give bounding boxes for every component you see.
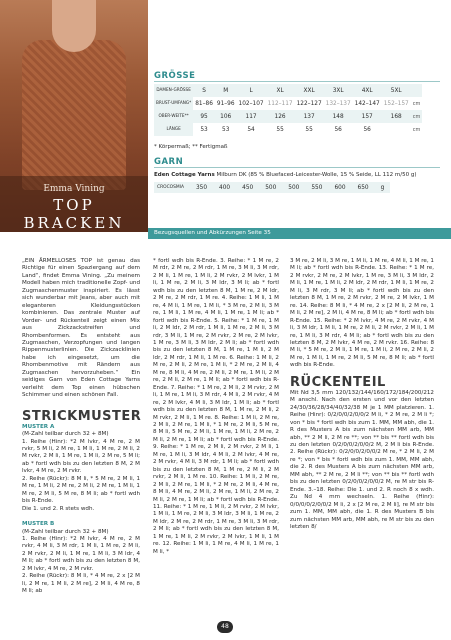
yarn-brand: Eden Cottage Yarns (154, 172, 215, 178)
size-note: * Körpermaß; ** Fertigmaß (154, 144, 228, 150)
reference-band: Bezugsquellen und Abkürzungen Seite 35 (148, 228, 451, 239)
size-cell: 5XL (382, 84, 411, 97)
len-cell: 55 (276, 126, 284, 133)
yarn-description (154, 172, 416, 178)
muster-b-row2: 2. Reihe (Rückr): 8 M li, * 4 M re, 2 x [2 M li, 2 M re, 1 M li, 2 M re], 2 M li, 4 M re, 8 M li; ab (22, 573, 140, 595)
col2-text: * fortl wdh bis R-Ende. 3. Reihe: * 1 M re, 2 M rdr, 2 M re, 2 M rdr, 1 M re, 3 M li, 3 M rdr, 2 M li, 1 M re, 1 M li, 2 M rvkr, 2 M lvkr, 1 M li, 1 M re, 2 M li, 3 M ldr, 3 M li; ab * fortl wdh bis zu den letzten 8 M, 1 M re, 2 M ldr, 2 M re, 2 M rdr, 1 M re. 4. Reihe: 1 M li, 1 M re, 4 M li, 1 M re, 1 M li, * 3 M re, 2 M li, 3 M re, 1 M li, 1 M re, 4 M li, 1 M re, 1 M li; ab * fortl wdh bis R-Ende. 5. Reihe: * 1 M re, 1 M li, 2 M ldr, 2 M rdr, 1 M li, 1 M re, 2 M li, 3 M rdr, 3 M li, 1 M re, 2 M rvkr, 2 M re, 2 M lvkr, 1 M re, 3 M li, 3 M ldr, 2 M li; ab * fortl wdh bis zu den letzten 8 M, 1 M re, 1 M li, 2 M ldr, 2 M rdr, 1 M li, 1 M re. 6. Reihe: 1 M li, 2 M re, 2 M li, 2 M re, 1 M li, * 2 M re, 2 M li, 4 M re, 8 M li, 4 M re, 2 M li, 2 M re, 1 M li, 2 M re, 2 M li, 2 M re, 1 M li; ab * fortl wdh bis R-Ende. 7. Reihe: * 1 M re, 2 M li, 2 M rvkr, 2 M li, 1 M re, 1 M li, 3 M rdr, 4 M li, 2 M rvkr, 4 M re, 2 M lvkr, 4 M li, 3 M ldr, 1 M li; ab * fortl wdh bis zu den letzten 8 M, 1 M re, 2 M li, 2 M rvkr, 2 M li, 1 M re. 8. Reihe: 1 M li, 2 M re, 2 M li, 2 M re, 1 M li, * 1 M re, 2 M li, 5 M re, 8 M li, 5 M re, 2 M li, 1 M re, 1 M li, 2 M re, 2 M li, 2 M re, 1 M li; ab * fortl wdh bis R-Ende. 9. Reihe: * 1 M re, 2 M li, 2 M rvkr, 2 M li, 1 M re, 1 M li, 3 M ldr, 4 M li, 2 M lvkr, 4 M re, 2 M rvkr, 4 M li, 3 M rdr, 1 M li; ab * fortl wdh bis zu den letzten 8 M, 1 M re, 2 M li, 2 M rvkr, 2 M li, 1 M re. 10. Reihe: 1 M li, 2 M re, 2 M li, 2 M re, 1 M li, * 2 M re, 2 M li, 4 M re, 8 M li, 4 M re, 2 M li, 2 M re, 1 M li, 2 M re, 2 M li, 2 M re, 1 M li; ab * fortl wdh bis R-Ende. 11. Reihe: * 1 M re, 1 M li, 2 M rvkr, 2 M lvkr, 1 M li, 1 M re, 2 M li, 3 M ldr, 3 M li, 1 M re, 2 M ldr, 2 M re, 2 M rdr, 1 M re, 3 M li, 3 M rdr, 2 M li; ab * fortl wdh bis zu den letzten 8 M, 1 M re, 1 M li, 2 M rvkr, 2 M lvkr, 1 M li, 1 M re. 12. Reihe: 1 M li, 1 M re, 4 M li, 1 M re, 1 M li, * (153, 258, 279, 555)
yarn-color-label: CROCOSMIA (154, 182, 190, 193)
yarn-divider (154, 167, 440, 168)
rueckenteil-heading: RÜCKENTEIL (290, 374, 386, 390)
knitted-top-image (22, 40, 126, 190)
bust-cell: 142–147 (354, 100, 380, 107)
size-row-bust (154, 97, 422, 110)
len-cell: 54 (247, 126, 255, 133)
muster-a-title: MUSTER A (22, 423, 55, 430)
col3-text: 3 M re, 2 M li, 3 M re, 1 M li, 1 M re, 4 M li, 1 M re, 1 M li; ab * fortl wdh bis R-Ende. 13. Reihe: * 1 M re, 2 M rvkr, 2 M re, 2 M lvkr, 1 M re, 3 M li, 3 M ldr, 2 M li, 1 M re, 1 M li, 2 M ldr, 2 M rdr, 1 M li, 1 M re, 2 M li, 3 M rdr, 3 M li; ab * fortl wdh bis zu den letzten 8 M, 1 M re, 2 M rvkr, 2 M re, 2 M lvkr, 1 M re. 14. Reihe: 8 M li, * 4 M re, 2 x [2 M li, 2 M re, 1 M li, 2 M re], 2 M li, 4 M re, 8 M li; ab * fortl wdh bis R-Ende. 15. Reihe: * 2 M lvkr, 4 M re, 2 M rvkr, 4 M li, 3 M ldr, 1 M li, 1 M re, 2 M li, 2 M rvkr, 2 M li, 1 M re, 1 M li, 3 M rdr, 4 M li; ab * fortl wdh bis zu den letzten 8 M, 2 M lvkr, 4 M re, 2 M rvkr. 16. Reihe: 8 M li, * 5 M re, 2 M li, 1 M re, 1 M li, 2 M re, 2 M li, 2 M re, 1 M li, 1 M re, 2 M li, 5 M re, 8 M li; ab * fortl wdh bis R-Ende. (290, 258, 434, 369)
muster-a-row3: Die 1. und 2. R stets wdh. (22, 505, 95, 512)
size-row-header (154, 84, 422, 97)
bust-cell: 112–117 (267, 100, 293, 107)
muster-a-sub: (M-Zahl teilbar durch 32 + 8M) (22, 431, 109, 438)
len-cell: 53 (222, 126, 230, 133)
len-unit: cm (412, 126, 421, 133)
intro-text: „EIN ÄRMELLOSES TOP ist genau das Richtige für einen Spaziergang auf dem Land“, findet Emma Vining. „Zu meinem Modell haben mich traditionelle Zopf- und Zugmaschenmuster inspiriert. Es lässt sich wunderbar mit Jeans, aber auch mit eleganteren Kleidungsstücken kombinieren. Das zentrale Muster auf Vorder- und Rückenteil zeigt einen Mix aus Zickzackstreifen und Rhombenformen. Es entsteht aus Zugmaschen, Verzopfungen und langen Rippenmusterlinien. Die Zickzacklinien habe ich eingesetzt, um die Rhombenmotive mit Rändern aus Zugmaschen hervorzuheben.“ Ein seidiges Garn von Eden Cottage Yarns verleiht dem Top einen hübschen Schimmer und einen schönen Fall. (22, 258, 140, 399)
len-cell: 56 (334, 126, 342, 133)
hero-photo (0, 0, 148, 232)
ow-cell: 148 (324, 110, 353, 123)
designer-name: Emma Vining (43, 184, 105, 194)
ow-cell: 106 (215, 110, 237, 123)
ow-cell: 137 (295, 110, 324, 123)
len-cell: 55 (305, 126, 313, 133)
page-number: 48 (217, 621, 233, 633)
ow-unit: cm (411, 110, 423, 123)
ow-cell: 95 (193, 110, 215, 123)
size-label-brust: BRUST-UMFANG* (154, 97, 193, 110)
ow-cell: 117 (237, 110, 266, 123)
size-label-laenge: LÄNGE (154, 123, 193, 136)
muster-b-row1: 1. Reihe (Hinr): *2 M lvkr, 4 M re, 2 M rvkr, 4 M li, 3 M rdr, 1 M li, 1 M re, 2 M li, 2 M rvkr, 2 M li, 1 M re, 1 M li, 3 M ldr, 4 M li; ab * fortl wdh bis zu den letzten 8 M, 2 M lvkr, 4 M re, 2 M rvkr. (22, 535, 140, 572)
muster-b-sub: (M-Zahl teilbar durch 32 + 8M) (22, 528, 109, 535)
size-cell: 3XL (324, 84, 353, 97)
muster-b-title: MUSTER B (22, 521, 55, 528)
yarn-cell: 400 (213, 182, 236, 193)
yarn-cell: 550 (305, 182, 328, 193)
yarn-cell: 600 (328, 182, 351, 193)
size-heading: GRÖSSE (154, 71, 196, 81)
size-cell: S (193, 84, 215, 97)
len-cell: 53 (200, 126, 208, 133)
yarn-heading: GARN (154, 157, 184, 167)
len-cell (382, 123, 411, 136)
ow-cell: 168 (382, 110, 411, 123)
bust-cell: 132–137 (325, 100, 351, 107)
yarn-cell: 450 (236, 182, 259, 193)
size-cell: M (215, 84, 237, 97)
yarn-table (154, 182, 390, 193)
size-cell: 4XL (353, 84, 382, 97)
yarn-unit: g (375, 182, 391, 193)
strickmuster-heading: STRICKMUSTER (22, 408, 142, 424)
column-1 (22, 258, 140, 596)
size-cell: L (237, 84, 266, 97)
yarn-cell: 650 (352, 182, 375, 193)
yarn-cell: 500 (259, 182, 282, 193)
size-row-laenge (154, 123, 422, 136)
size-unit (411, 84, 423, 97)
bust-cell: 152–157 (383, 100, 409, 107)
bust-cell: 91–96 (216, 100, 235, 107)
bust-cell: 122–127 (296, 100, 322, 107)
yarn-row (154, 182, 390, 193)
col3-text2: Mit Nd 3,5 mm 120/132/144/160/172/184/200/212 M anschl. Nach den ersten und vor den letzten 24/30/36/28/34/40/32/38 M je 1 MM platzieren. 1. Reihe (Hinr): 0/2/0/0/2/0/0/2 M li, * 2 M re, 2 M li *; von * bis * fortl wdh bis zum 1. MM, MM abh, die 1. R des Musters A bis zum nächsten MM arb, MM abh, ** 2 M li, 2 M re **; von ** bis ** fortl wdh bis zu den letzten 0/2/0/0/2/0/0/2 M, 2 M li bis R-Ende. 2. Reihe (Rückr): 0/2/0/0/2/0/0/2 M re, * 2 M li, 2 M re *; von * bis * fortl wdh bis zum 1. MM, MM abh, die 2. R des Musters A bis zum nächsten MM arb, MM abh, ** 2 M re, 2 M li **; von ** bis ** fortl wdh bis zu den letzten 0/2/0/0/2/0/0/2 M, re M str bis R-Ende. 3.–18. Reihe: Die 1. und 2. R noch 8 x wdh. Zu Nd 4 mm wechseln. 1. Reihe (Hinr): 0/0/0/0/2/0/0/2 M li, 2 x [2 M re, 2 M li], re M str bis zum 1. MM, MM abh, die 1. R des Musters B bis zum nächsten MM arb, MM abh, re M str bis zu den letzten 8/ (290, 389, 434, 530)
bust-cell: 102–107 (238, 100, 264, 107)
size-label-oberweite: OBER-WEITE** (154, 110, 193, 123)
bust-cell: 81–86 (195, 100, 213, 107)
size-divider (154, 81, 440, 82)
pattern-title: TOP BRACKEN (23, 196, 125, 232)
len-cell: 56 (363, 126, 371, 133)
size-cell: XL (266, 84, 295, 97)
size-row-oberweite (154, 110, 422, 123)
muster-a-row2: 2. Reihe (Rückr): 8 M li, * 5 M re, 2 M li, 1 M re, 1 M li, 2 M re, 2 M li, 2 M re, 1 M li, 1 M re, 2 M li, 5 M re, 8 M li; ab * fortl wdh bis R-Ende. (22, 475, 140, 505)
yarn-details: Milburn DK (85 % Bluefaced-Leicester-Wolle, 15 % Seide, LL 112 m/50 g) (216, 172, 417, 178)
column-3 (290, 258, 434, 531)
ow-cell: 126 (266, 110, 295, 123)
size-label-damen: DAMEN-GRÖSSE (154, 84, 193, 97)
model-neck-image (52, 0, 96, 52)
size-cell: XXL (295, 84, 324, 97)
ow-cell: 157 (353, 110, 382, 123)
muster-a-row1: 1. Reihe (Hinr): *2 M lvkr, 4 M re, 2 M rvkr, 5 M li, 2 M re, 1 M li, 1 M re, 2 M li, 2 M rvkr, 2 M li, 1 M re, 1 M li, 2 M re, 5 M li; ab * fortl wdh bis zu den letzten 8 M, 2 M lvkr, 4 M re, 2 M rvkr. (22, 438, 140, 475)
bust-unit: cm (412, 100, 421, 107)
size-table (154, 84, 422, 136)
yarn-cell: 500 (282, 182, 305, 193)
yarn-cell: 350 (190, 182, 213, 193)
column-2 (153, 258, 279, 556)
